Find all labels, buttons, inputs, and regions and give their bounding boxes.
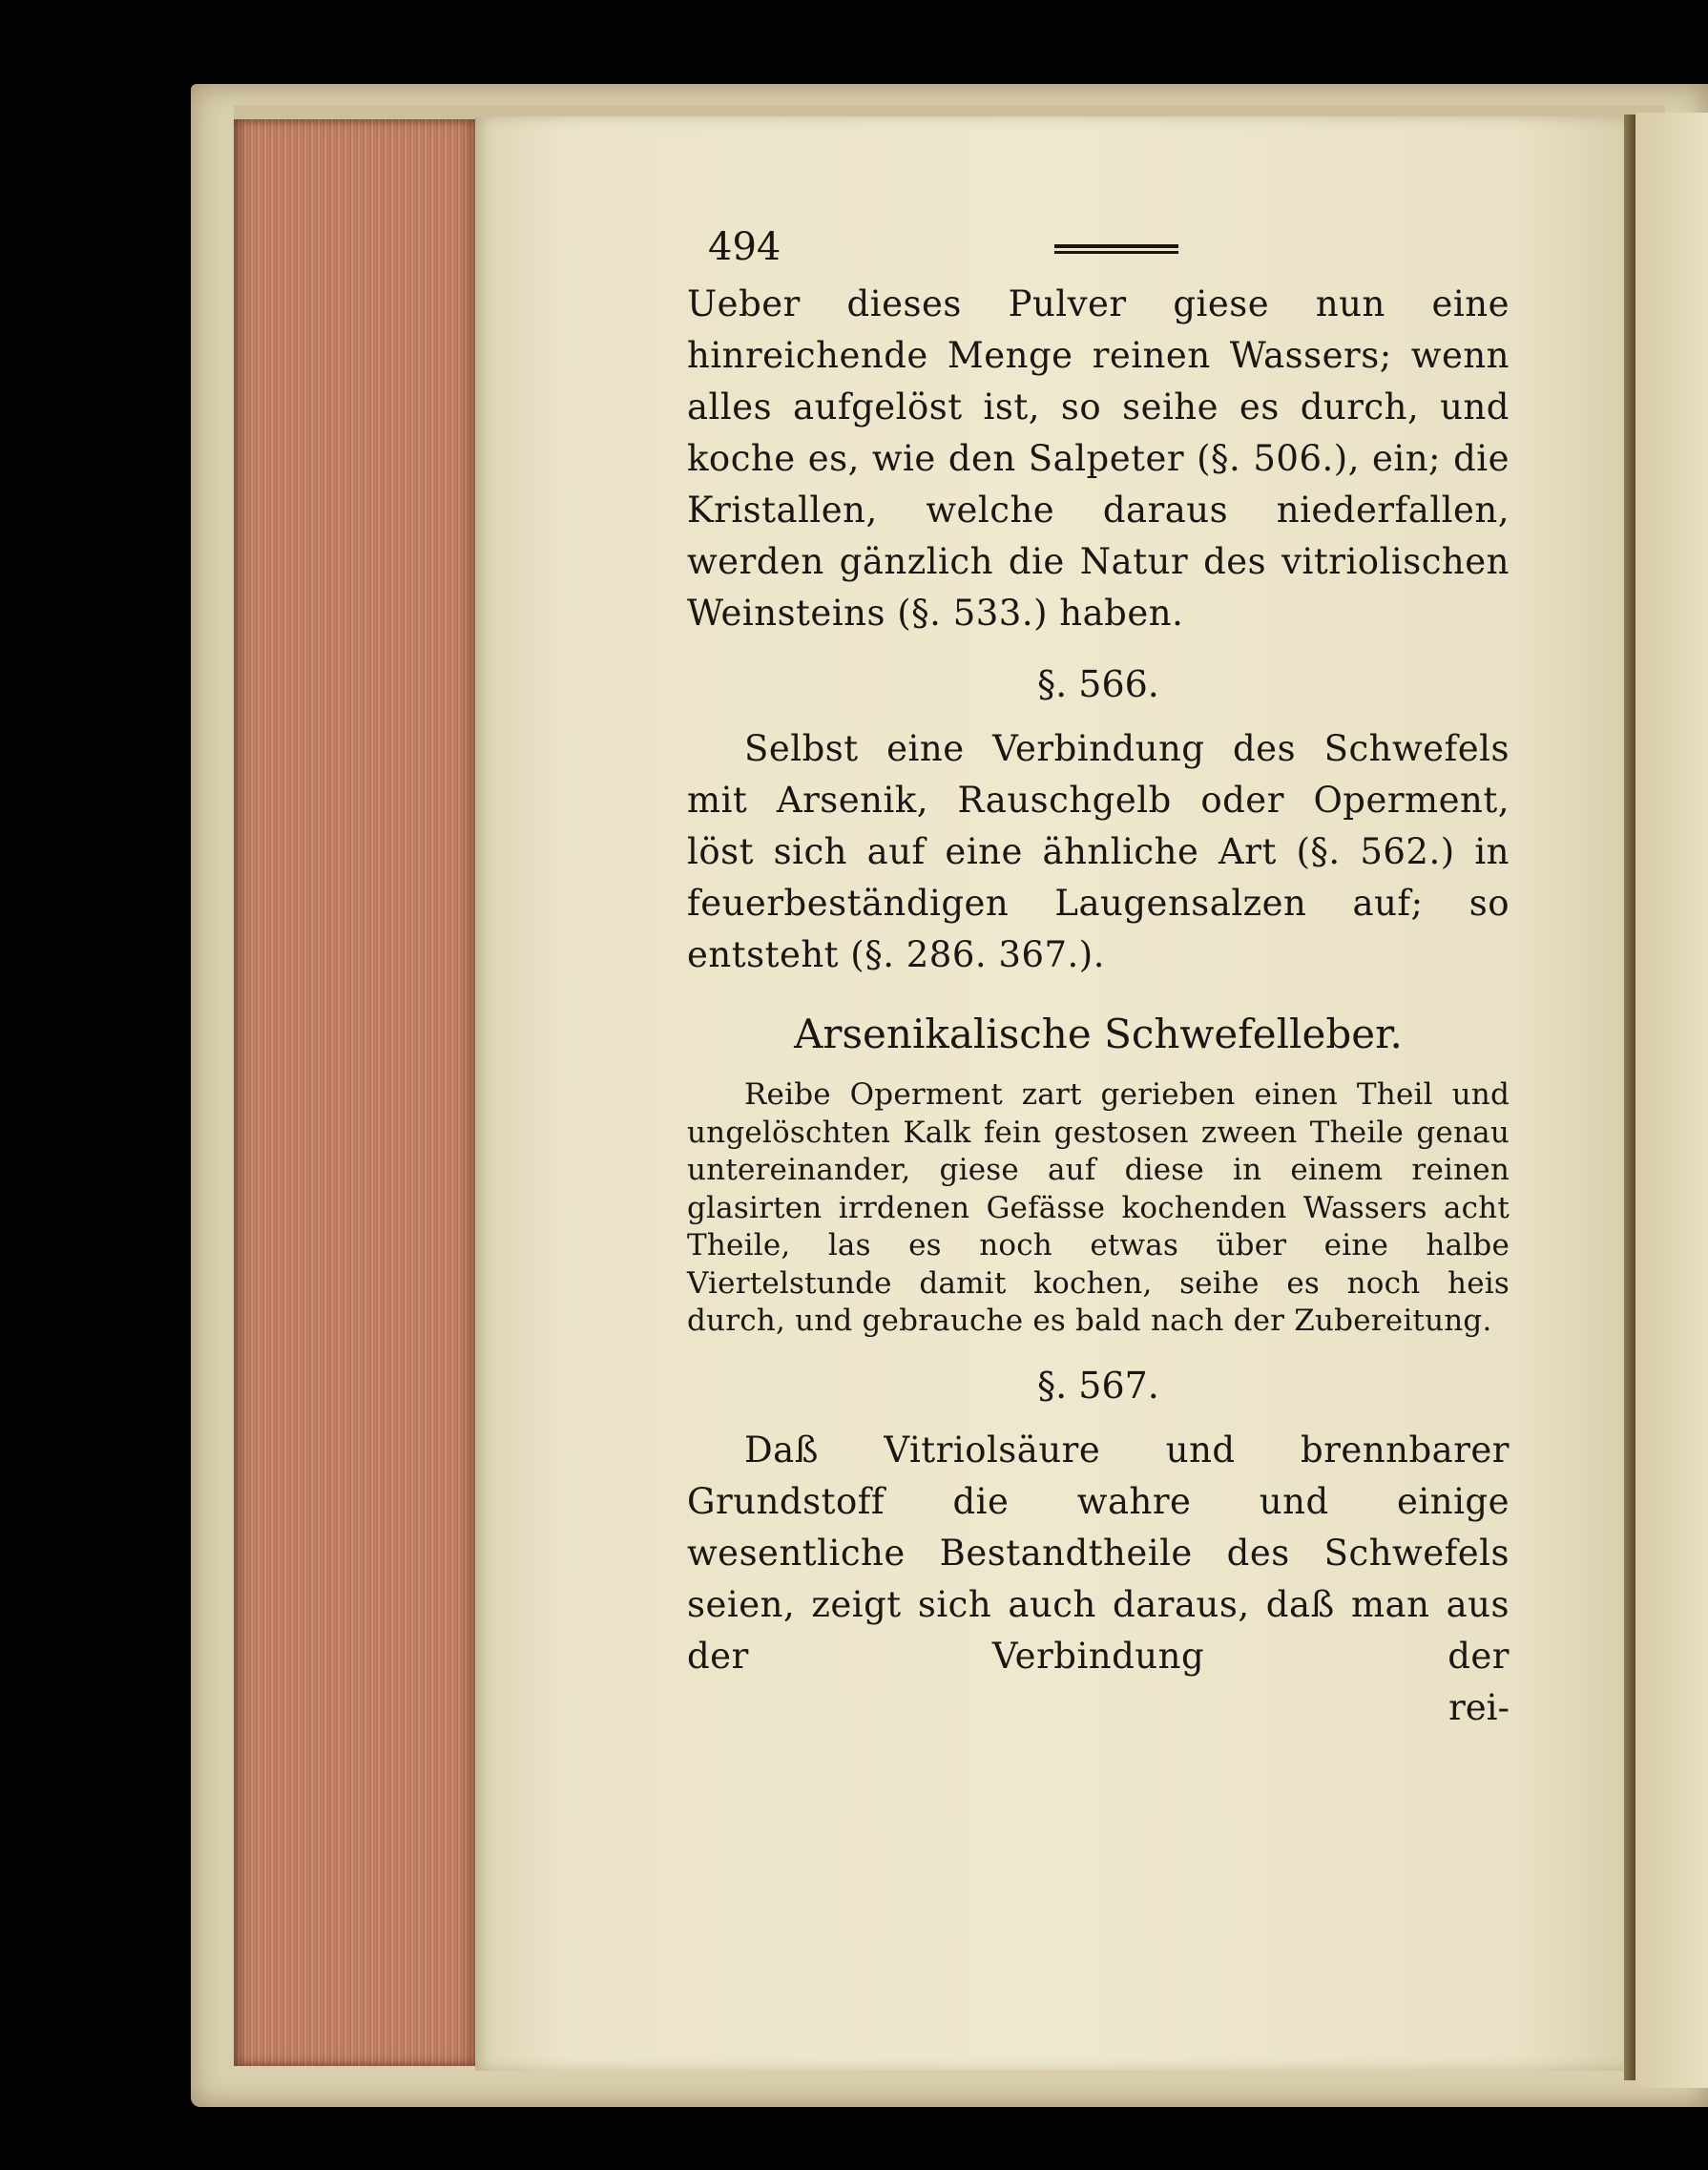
header-rule: [1054, 244, 1178, 254]
facing-page-sliver: [1635, 113, 1708, 2088]
recipe-heading: Arsenikalische Schwefelleber.: [794, 1011, 1403, 1057]
recipe-text: Reibe Operment zart gerieben einen Theil und ungelöschten Kalk fein gestosen zween Theile genau untereinander, giese auf diese in einem reinen glasirten irrdenen Gefässe kochenden Wassers acht Theile, las es noch etwas über eine halbe Viertelstunde damit kochen, seihe es noch heis durch, und gebrauche es bald nach der Zubereitung.: [687, 1077, 1510, 1338]
paragraph-continuation: Ueber dieses Pulver giese nun eine hinreichende Menge reinen Wassers; wenn alles aufgelöst ist, so seihe es durch, und koche es, wie den Salpeter (§. 506.), ein; die Kristallen, welche daraus niederfallen, werden gänzlich die Natur des vitriolischen Weinsteins (§. 533.) haben.: [687, 283, 1510, 634]
page-block-edges: [234, 119, 477, 2066]
section-number-566: §. 566.: [1037, 663, 1159, 705]
running-header: [687, 221, 1510, 279]
paragraph-566: Selbst eine Verbindung des Schwefels mit Arsenik, Rauschgelb oder Operment, löst sich auf eine ähnliche Art (§. 562.) in feuerbeständigen Laugensalzen auf; so entsteht (§. 286. 367.).: [687, 728, 1510, 975]
page-number: 494: [708, 225, 781, 269]
catchword: rei-: [1448, 1686, 1510, 1728]
text-block: [687, 221, 1510, 1734]
section-number-567: §. 567.: [1037, 1364, 1159, 1407]
book-gutter: [1624, 115, 1635, 2080]
paragraph-567: Daß Vitriolsäure und brennbarer Grundstoff die wahre und einige wesentliche Bestandtheile des Schwefels seien, zeigt sich auch daraus, daß man aus der Verbindung der: [687, 1429, 1510, 1677]
